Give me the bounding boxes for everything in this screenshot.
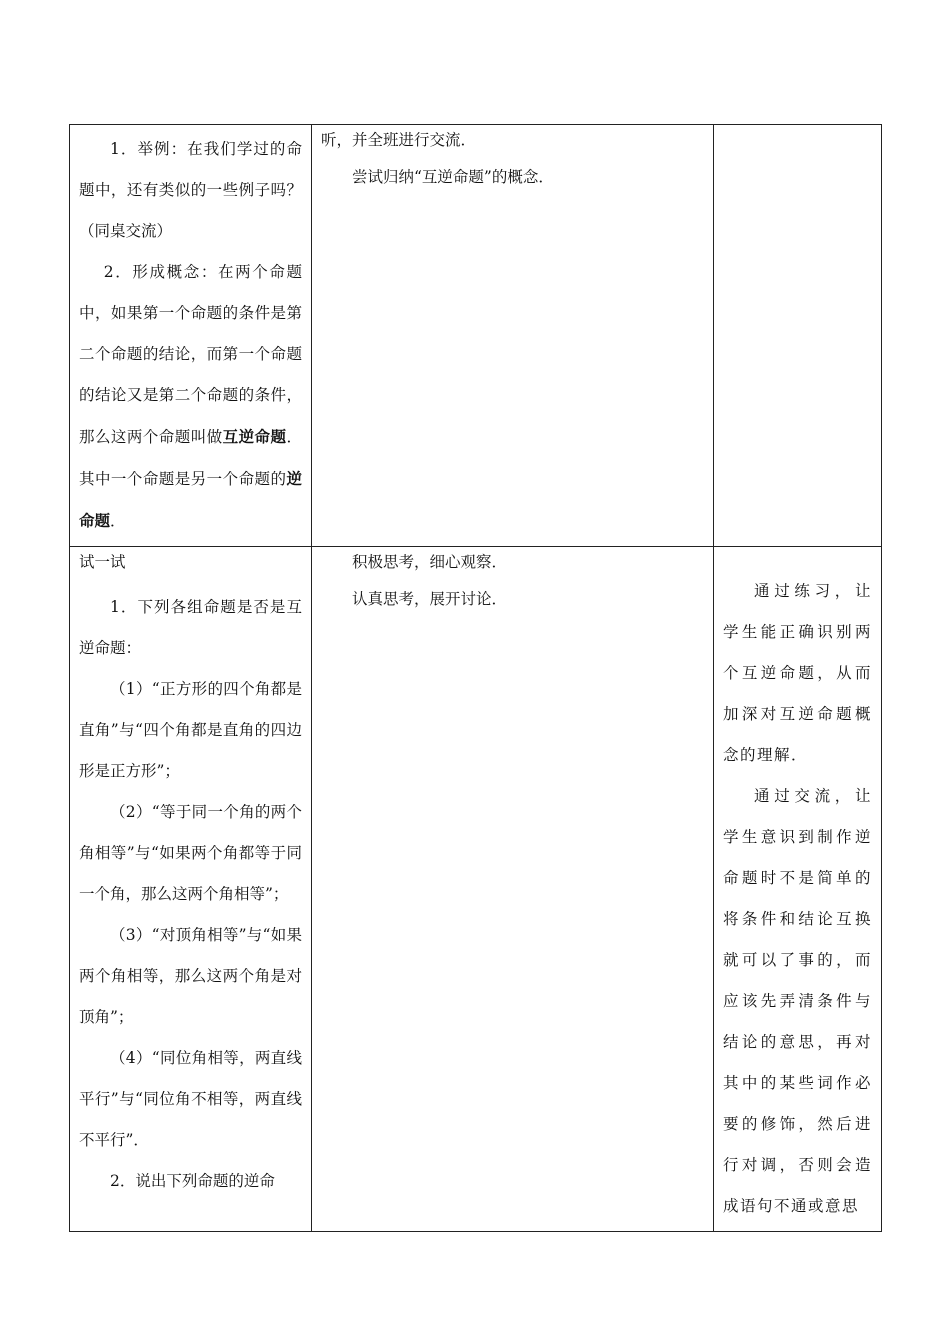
question-2: 2．说出下列命题的逆命: [110, 1172, 275, 1190]
lesson-plan-table: [69, 124, 882, 1232]
activity-line-1: 积极思考，细心观察．: [352, 553, 508, 571]
question-1-item-1: （1）“正方形的四个角都是直角”与“四个角都是直角的四边形是正方形”；: [79, 680, 302, 780]
design-intent-paragraph-2: 通过交流，让学生意识到制作逆命题时不是简单的将条件和结论互换就可以了事的，而应该先弄清条件与结论的意思，再对其中的某些词作必要的修饰，然后进行对调，否则会造成语句不通或意思: [723, 787, 872, 1215]
student-activity-cell: [312, 547, 714, 1232]
question-1-item-3: （3）“对顶角相等”与“如果两个角相等，那么这两个角是对顶角”；: [79, 926, 302, 1026]
design-intent-cell: [714, 125, 882, 547]
question-1-item-4: （4）“同位角相等，两直线平行”与“同位角不相等，两直线不平行”．: [79, 1049, 302, 1149]
section-heading: 试一试: [79, 553, 126, 571]
table-row: [70, 547, 882, 1232]
concept-text-a: 2．形成概念：在两个命题中，如果第一个命题的条件是第二个命题的结论，而第一个命题的结论又是第二个命题的条件，那么这两个命题叫做: [79, 263, 302, 446]
design-intent-cell: [714, 547, 882, 1232]
concept-paragraph: [79, 252, 302, 542]
example-paragraph: 1．举例：在我们学过的命题中，还有类似的一些例子吗？（同桌交流）: [79, 140, 302, 240]
activity-line-2: 尝试归纳“互逆命题”的概念．: [352, 168, 554, 186]
student-activity-cell: [312, 125, 714, 547]
activity-line-2: 认真思考，展开讨论．: [352, 590, 508, 608]
term-mutual-converse: 互逆命题: [222, 427, 287, 446]
teaching-content-cell: [70, 547, 312, 1232]
question-1-item-2: （2）“等于同一个角的两个角相等”与“如果两个角都等于同一个角，那么这两个角相等”；: [79, 803, 302, 903]
term-converse: 逆命题: [79, 469, 302, 530]
table-row: [70, 125, 882, 547]
question-1: 1．下列各组命题是否是互逆命题：: [79, 598, 302, 657]
teaching-content-cell: [70, 125, 312, 547]
concept-text-c: ．: [110, 512, 126, 530]
design-intent-paragraph-1: 通过练习，让学生能正确识别两个互逆命题，从而加深对互逆命题概念的理解．: [723, 582, 872, 764]
activity-line-1: 听，并全班进行交流．: [321, 131, 477, 149]
concept-text-b: ．其中一个命题是另一个命题的: [79, 428, 302, 488]
